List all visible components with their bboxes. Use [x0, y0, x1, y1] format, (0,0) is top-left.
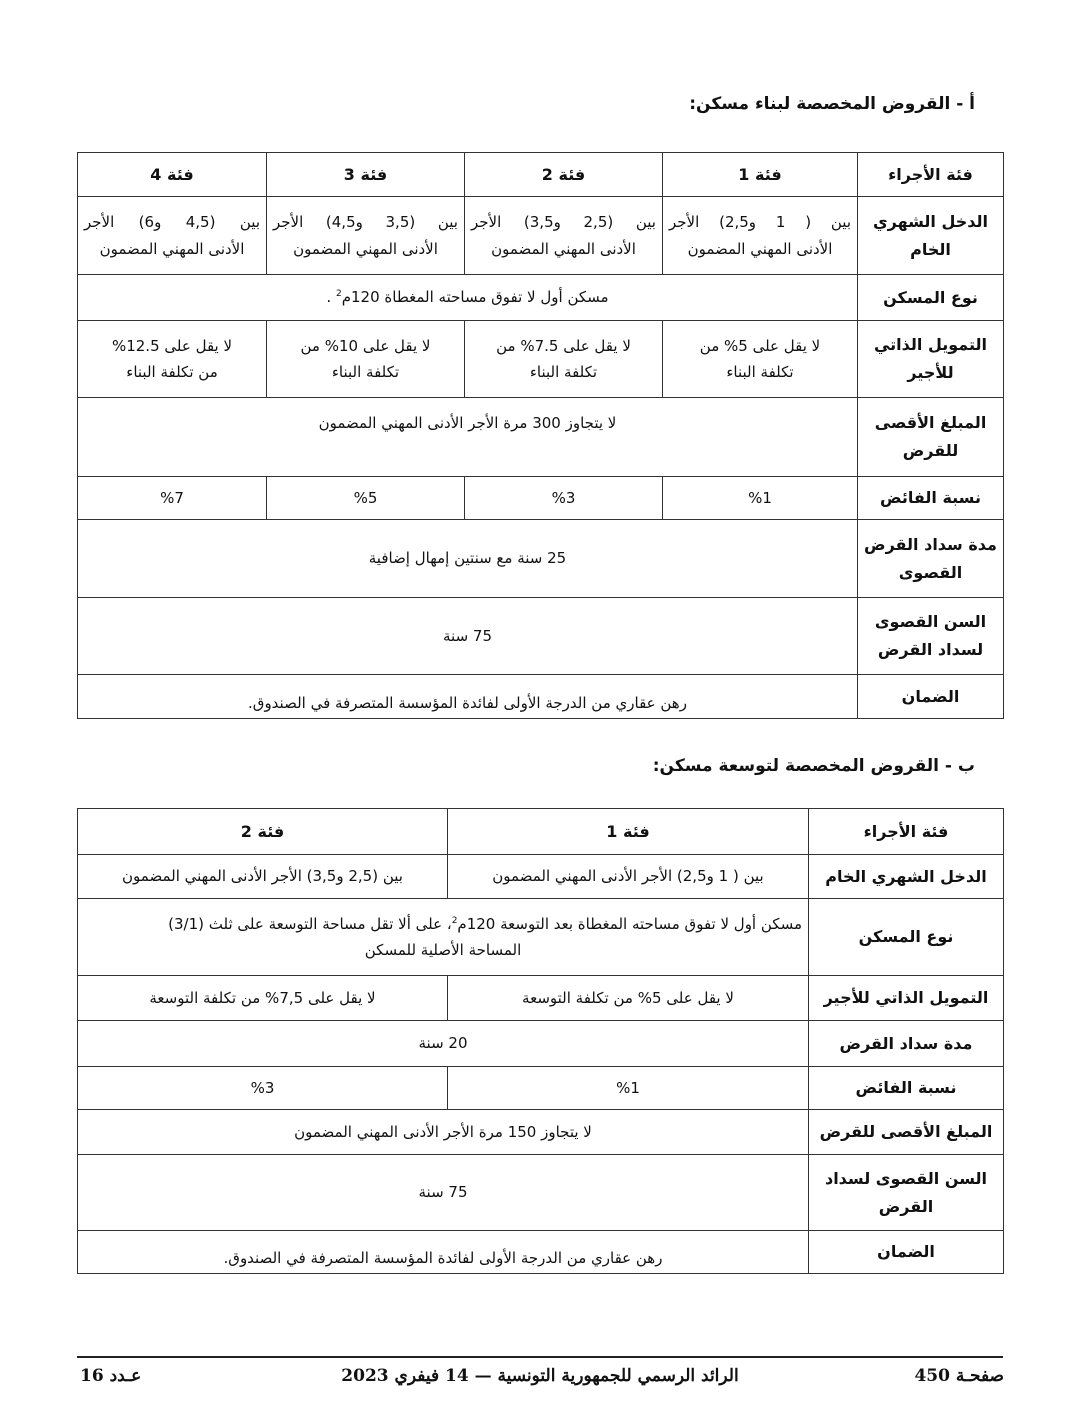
row-label: التمويل الذاتي للأجير: [858, 321, 1004, 398]
section-a-heading: أ - القروض المخصصة لبناء مسكن:: [689, 94, 975, 114]
row-label: نوع المسكن: [809, 899, 1004, 976]
table-row: [78, 1231, 1004, 1274]
row-label: فئة الأجراء: [809, 809, 1004, 855]
table-cell: 20 سنة: [78, 1021, 809, 1067]
table-cell: لا يقل على 5% من تكلفة البناء: [663, 321, 858, 398]
row-label: الضمان: [858, 675, 1004, 719]
column-header: فئة 1: [448, 809, 809, 855]
table-row: [78, 675, 1004, 719]
table-cell: %7: [78, 477, 267, 520]
page-number: صفحـة 450: [914, 1366, 1004, 1386]
table-row: [78, 1155, 1004, 1231]
table-row: [78, 321, 1004, 398]
row-label: المبلغ الأقصى للقرض: [809, 1110, 1004, 1155]
building-loans-table: [77, 152, 1004, 719]
table-cell: لا يقل على 7,5% من تكلفة التوسعة: [78, 976, 448, 1021]
row-label: السن القصوى لسداد القرض: [858, 598, 1004, 675]
column-header: فئة 2: [465, 153, 663, 197]
table-cell: بين (2,5 و3,5) الأجر الأدنى المهني المضمون: [78, 855, 448, 899]
table-cell: مسكن أول لا تفوق مساحته المغطاة بعد التوسعة 120م$^2$، على ألا تقل مساحة التوسعة على ثلث (3/1) المساحة الأصلية للمسكن: [78, 899, 809, 976]
table-cell: %1: [663, 477, 858, 520]
table-cell: لا يقل على 7.5% من تكلفة البناء: [465, 321, 663, 398]
row-label: مدة سداد القرض القصوى: [858, 520, 1004, 598]
row-label: السن القصوى لسداد القرض: [809, 1155, 1004, 1231]
extension-loans-table: [77, 808, 1004, 1274]
table-row: [78, 899, 1004, 976]
table-cell: بين (4,5 و6) الأجر الأدنى المهني المضمون: [78, 197, 267, 275]
table-row: [78, 520, 1004, 598]
section-b-heading: ب - القروض المخصصة لتوسعة مسكن:: [652, 756, 975, 776]
table-row: [78, 855, 1004, 899]
table-cell: رهن عقاري من الدرجة الأولى لفائدة المؤسسة المتصرفة في الصندوق.: [78, 675, 858, 719]
table-cell: %3: [78, 1067, 448, 1110]
table-row: [78, 153, 1004, 197]
table-row: [78, 398, 1004, 477]
table-cell: لا يتجاوز 300 مرة الأجر الأدنى المهني المضمون: [78, 398, 858, 477]
table-row: [78, 1110, 1004, 1155]
column-header: فئة 3: [267, 153, 465, 197]
row-label: مدة سداد القرض: [809, 1021, 1004, 1067]
table-cell: لا يقل على 5% من تكلفة التوسعة: [448, 976, 809, 1021]
table-cell: %3: [465, 477, 663, 520]
table-cell: مسكن أول لا تفوق مساحته المغطاة 120م$^2$ .: [78, 275, 858, 321]
table-cell: بين (3,5 و4,5) الأجر الأدنى المهني المضمون: [267, 197, 465, 275]
table-row: [78, 197, 1004, 275]
table-cell: رهن عقاري من الدرجة الأولى لفائدة المؤسسة المتصرفة في الصندوق.: [78, 1231, 809, 1274]
table-row: [78, 976, 1004, 1021]
row-label: فئة الأجراء: [858, 153, 1004, 197]
table-cell: لا يقل على 12.5% من تكلفة البناء: [78, 321, 267, 398]
table-row: [78, 1021, 1004, 1067]
column-header: فئة 1: [663, 153, 858, 197]
table-cell: بين (2,5 و3,5) الأجر الأدنى المهني المضمون: [465, 197, 663, 275]
row-label: التمويل الذاتي للأجير: [809, 976, 1004, 1021]
table-cell: 25 سنة مع سنتين إمهال إضافية: [78, 520, 858, 598]
table-row: [78, 275, 1004, 321]
row-label: المبلغ الأقصى للقرض: [858, 398, 1004, 477]
journal-title: الرائد الرسمي للجمهورية التونسية — 14 فيفري 2023: [341, 1366, 739, 1386]
column-header: فئة 2: [78, 809, 448, 855]
table-cell: %1: [448, 1067, 809, 1110]
table-row: [78, 477, 1004, 520]
table-row: [78, 809, 1004, 855]
column-header: فئة 4: [78, 153, 267, 197]
table-cell: بين ( 1 و2,5) الأجر الأدنى المهني المضمون: [663, 197, 858, 275]
footer-divider: [77, 1356, 1003, 1358]
row-label: نوع المسكن: [858, 275, 1004, 321]
table-cell: لا يتجاوز 150 مرة الأجر الأدنى المهني المضمون: [78, 1110, 809, 1155]
row-label: الدخل الشهري الخام: [809, 855, 1004, 899]
table-cell: 75 سنة: [78, 598, 858, 675]
row-label: الدخل الشهري الخام: [858, 197, 1004, 275]
table-row: [78, 1067, 1004, 1110]
table-cell: لا يقل على 10% من تكلفة البناء: [267, 321, 465, 398]
row-label: نسبة الفائض: [858, 477, 1004, 520]
table-cell: %5: [267, 477, 465, 520]
table-cell: 75 سنة: [78, 1155, 809, 1231]
table-cell: بين ( 1 و2,5) الأجر الأدنى المهني المضمون: [448, 855, 809, 899]
row-label: نسبة الفائض: [809, 1067, 1004, 1110]
issue-number: عـدد 16: [80, 1366, 142, 1386]
table-row: [78, 598, 1004, 675]
row-label: الضمان: [809, 1231, 1004, 1274]
